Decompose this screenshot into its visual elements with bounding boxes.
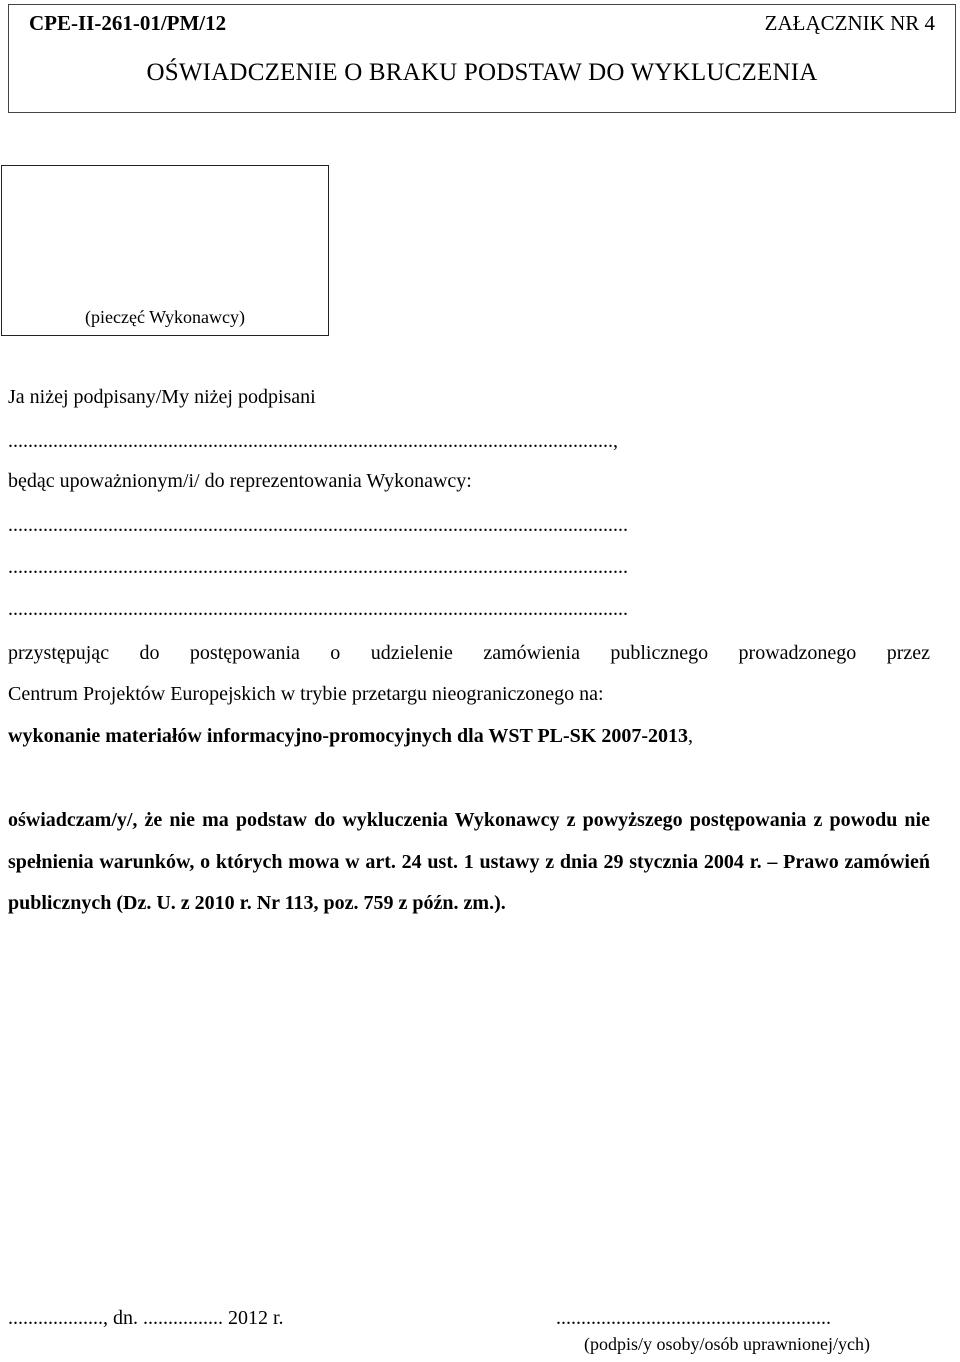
contractor-fill-line-1: ............................................................................................................................ (8, 514, 628, 536)
contractor-fill-line-2: ............................................................................................................................ (8, 556, 628, 578)
place-date-line: ..................., dn. ................ 2012 r. (8, 1307, 284, 1329)
document-title: OŚWIADCZENIE O BRAKU PODSTAW DO WYKLUCZENIA (146, 59, 818, 86)
stamp-caption: (pieczęć Wykonawcy) (85, 307, 245, 327)
order-subject-text: wykonanie materiałów informacyjno-promocyjnych dla WST PL-SK 2007-2013 (8, 725, 689, 747)
intro-text: Ja niżej podpisany/My niżej podpisani (8, 386, 316, 408)
header-box (8, 4, 956, 113)
declaration-paragraph: oświadczam/y/, że nie ma podstaw do wykluczenia Wykonawcy z powyższego postępowania z powodu nie spełnienia warunków, o których mowa w art. 24 ust. 1 ustawy z dnia 29 stycznia 2004 r. – Prawo zamówień publicznych (Dz. U. z 2010 r. Nr 113, poz. 759 z późn. zm.). (8, 809, 930, 914)
contractor-stamp-box (1, 165, 329, 336)
order-subject (8, 725, 693, 748)
document-code: CPE-II-261-01/PM/12 (29, 11, 227, 35)
representation-text: będąc upoważnionym/i/ do reprezentowania Wykonawcy: (8, 470, 472, 492)
signature-caption: (podpis/y osoby/osób uprawnionej/ych) (584, 1334, 870, 1354)
order-subject-comma: , (688, 725, 694, 747)
name-fill-line: ........................................................................................................................., (8, 430, 618, 452)
signature-line: ....................................................... (556, 1307, 831, 1329)
annex-label: ZAŁĄCZNIK NR 4 (764, 11, 935, 35)
proceeding-line-2: Centrum Projektów Europejskich w trybie przetargu nieograniczonego na: (8, 683, 604, 705)
proceeding-line-1: przystępując do postępowania o udzielenie zamówienia publicznego prowadzonego przez (8, 642, 930, 664)
contractor-fill-line-3: ............................................................................................................................ (8, 598, 628, 620)
